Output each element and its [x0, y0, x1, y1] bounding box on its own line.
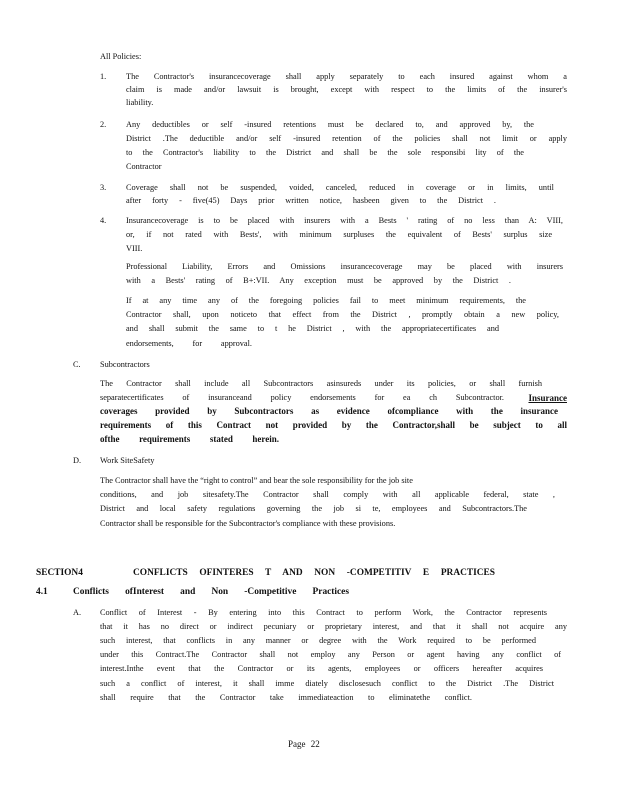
- item-number: 2.: [100, 120, 107, 129]
- section-c-bold-line: requirements of this Contract not provided by the Contractor,shall be subject to all: [100, 420, 567, 430]
- item-a-line: Conflict of Interest - By entering into this Contract to perform Work, the Contractor represents: [100, 608, 547, 617]
- professional-liability-line: Professional Liability, Errors and Omissions insurancecoverage may be placed with insurers: [126, 262, 563, 271]
- section-c-bold-line: ofthe requirements stated herein.: [100, 434, 279, 444]
- item-4-line: VIII.: [126, 244, 143, 253]
- item-4-line: Insurancecoverage is to be placed with insurers with a Bests ' rating of no less than A: VIII,: [126, 216, 563, 225]
- section-d-letter: D.: [73, 456, 82, 465]
- item-2-line: Any deductibles or self -insured retentions must be declared to, and approved by, the: [126, 120, 534, 129]
- item-number: 4.: [100, 216, 107, 225]
- section-c-line: The Contractor shall include all Subcontractors asinsureds under its policies, or shall furnish: [100, 379, 542, 388]
- if-at-any-time-line: Contractor shall, upon noticeto that effect from the District , promptly obtain a new policy,: [126, 310, 559, 319]
- item-1-line: claim is made and/or lawsuit is brought, except with respect to the limits of the insurer's: [126, 85, 567, 94]
- if-at-any-time-line: endorsements, for approval.: [126, 339, 252, 348]
- item-3-line: Coverage shall not be suspended, voided, canceled, reduced in coverage or in limits, until: [126, 183, 554, 192]
- section-d-line: conditions, and job sitesafety.The Contractor shall comply with all applicable federal, state ,: [100, 490, 555, 499]
- section-4-title: CONFLICTS OFINTERES T AND NON -COMPETITIV E PRACTICES: [133, 568, 495, 578]
- section-c-bold-line: coverages provided by Subcontractors as evidence ofcompliance with the insurance: [100, 406, 558, 416]
- item-number: 1.: [100, 72, 107, 81]
- section-c-line-2: [100, 394, 567, 403]
- item-a-line: under this Contract.The Contractor shall not employ any Person or agent having any conflict of: [100, 650, 561, 659]
- if-at-any-time-line: If at any time any of the foregoing policies fail to meet minimum requirements, the: [126, 296, 526, 305]
- section-c-heading: Subcontractors: [100, 360, 150, 369]
- section-d-line: Contractor shall be responsible for the Subcontractor's compliance with these provisions.: [100, 519, 396, 528]
- subsection-number: 4.1: [36, 587, 48, 597]
- page-number: Page 22: [288, 739, 320, 749]
- item-2-line: Contractor: [126, 162, 162, 171]
- section-c-line-2-text: separatecertificates of insuranceand policy endorsements for ea ch Subcontractor.: [100, 393, 504, 402]
- all-policies-label: All Policies:: [100, 52, 142, 61]
- section-c-letter: C.: [73, 360, 81, 369]
- if-at-any-time-line: and shall submit the same to t he District , with the appropriatecertificates and: [126, 324, 499, 333]
- item-2-line: to the Contractor's liability to the District and shall be the sole responsibi lity of the: [126, 148, 524, 157]
- item-4-line: or, if not rated with Bests', with minimum surpluses the equivalent of Bests' surplus size: [126, 230, 552, 239]
- section-d-line: District and local safety regulations governing the job si te, employees and Subcontractors.The: [100, 504, 527, 513]
- subsection-title: Conflicts ofInterest and Non -Competitive Practices: [73, 587, 349, 597]
- section-d-line: The Contractor shall have the “right to control” and bear the sole responsibility for the job site: [100, 476, 413, 485]
- item-a-line: such interest, that conflicts in any manner or degree with the Work required to be performed: [100, 636, 536, 645]
- item-3-line: after forty - five(45) Days prior written notice, hasbeen given to the District .: [126, 196, 496, 205]
- item-a-letter: A.: [73, 608, 82, 617]
- insurance-bold-word: Insurance: [528, 393, 567, 403]
- professional-liability-line: with a Bests' rating of B+:VII. Any exception must be approved by the District .: [126, 276, 511, 285]
- item-1-line: The Contractor's insurancecoverage shall apply separately to each insured against whom a: [126, 72, 567, 81]
- item-2-line: District .The deductible and/or self -insured retention of the policies shall not limit or apply: [126, 134, 567, 143]
- section-4-label: SECTION4: [36, 568, 83, 578]
- item-a-line: such a conflict of interest, it shall imme diately disclosesuch conflict to the District .The District: [100, 679, 554, 688]
- item-a-line: interest.Inthe event that the Contractor or its agents, employees or officers hereafter acquires: [100, 664, 543, 673]
- item-a-line: shall require that the Contractor take immediateaction to eliminatethe conflict.: [100, 693, 472, 702]
- item-1-line: liability.: [126, 98, 154, 107]
- section-d-heading: Work SiteSafety: [100, 456, 155, 465]
- item-a-line: that it has no direct or indirect pecuniary or proprietary interest, and that it shall not acquire any: [100, 622, 567, 631]
- item-number: 3.: [100, 183, 107, 192]
